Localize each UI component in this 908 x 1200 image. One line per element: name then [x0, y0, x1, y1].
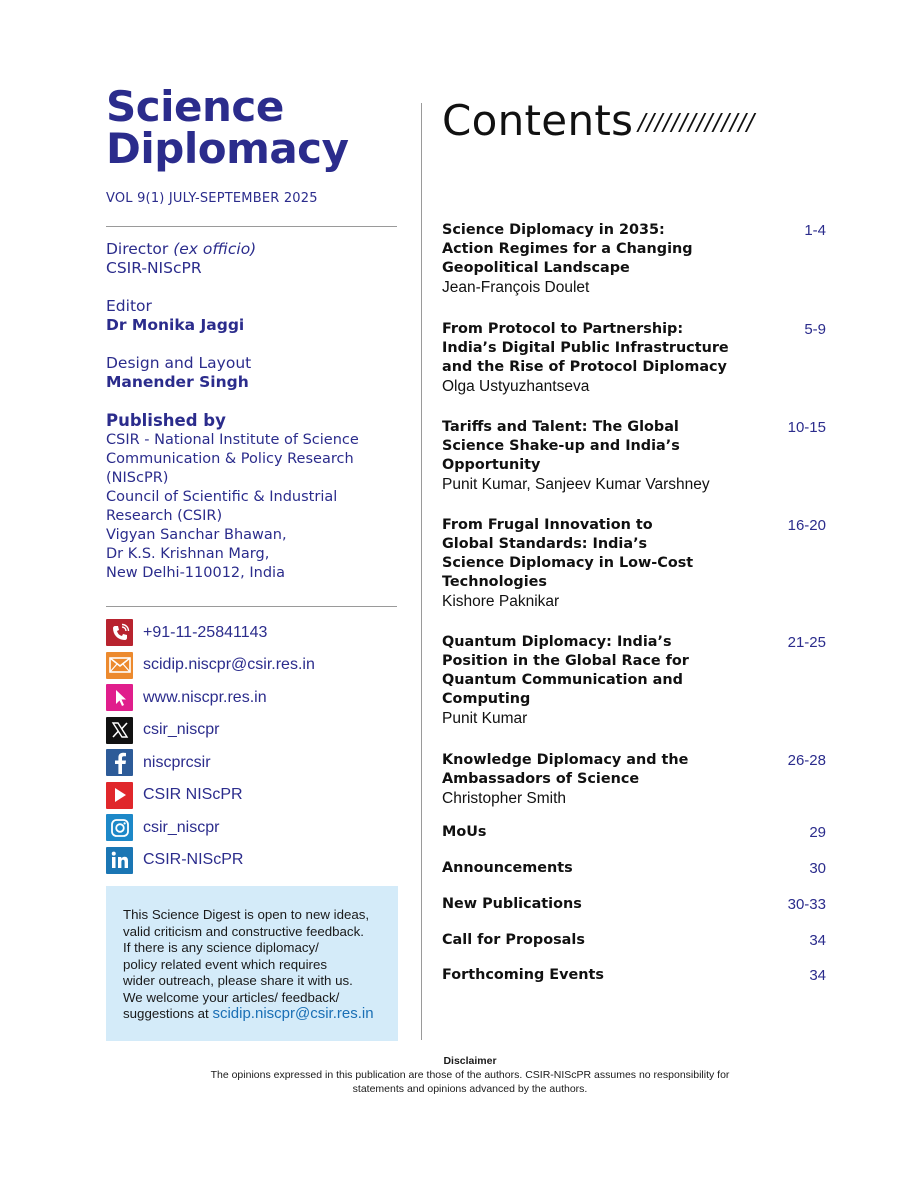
toc-title-line: Position in the Global Race for	[442, 653, 689, 669]
toc-entry[interactable]	[442, 823, 826, 842]
youtube-icon	[106, 782, 133, 809]
toc-author: Punit Kumar, Sanjeev Kumar Varshney	[442, 476, 710, 493]
toc-title-line: Forthcoming Events	[442, 967, 604, 983]
design-block	[106, 354, 398, 392]
contents-heading: Contents	[442, 96, 634, 145]
publisher-line: Communication & Policy Research	[106, 451, 354, 467]
toc-author: Christopher Smith	[442, 790, 567, 807]
phone-number: +91-11-25841143	[143, 623, 268, 641]
toc-title-line: Opportunity	[442, 457, 541, 473]
toc-entry[interactable]	[442, 516, 826, 611]
contact-instagram[interactable]	[106, 814, 398, 841]
volume-info: VOL 9(1) JULY-SEPTEMBER 2025	[106, 191, 318, 206]
publisher-line: CSIR - National Institute of Science	[106, 432, 359, 448]
toc-author: Kishore Paknikar	[442, 593, 560, 610]
toc-title-line: Technologies	[442, 574, 547, 590]
publisher-line: New Delhi-110012, India	[106, 565, 285, 581]
contact-website[interactable]	[106, 684, 398, 711]
toc-title-line: Computing	[442, 691, 531, 707]
note-line: If there is any science diplomacy/	[123, 940, 319, 955]
contact-facebook[interactable]	[106, 749, 398, 776]
note-line: We welcome your articles/ feedback/	[123, 989, 340, 1005]
toc-title-line: Call for Proposals	[442, 932, 585, 948]
cursor-icon	[106, 684, 133, 711]
email-address: scidip.niscpr@csir.res.in	[143, 656, 315, 673]
toc-title-line: Quantum Diplomacy: India’s	[442, 634, 672, 650]
toc-title-line: Tariffs and Talent: The Global	[442, 419, 679, 435]
toc-author: Olga Ustyuzhantseva	[442, 378, 590, 395]
note-email-link[interactable]: scidip.niscpr@csir.res.in	[212, 1005, 374, 1022]
disclaimer	[120, 1054, 820, 1096]
toc-entry[interactable]	[442, 320, 826, 396]
disclaimer-text: The opinions expressed in this publication are those of the authors. CSIR-NIScPR assumes no responsibility for	[210, 1069, 730, 1081]
director-block	[106, 240, 398, 278]
toc-pages: 1-4	[804, 222, 826, 239]
note-line: This Science Digest is open to new ideas,	[123, 907, 370, 922]
toc-title-line: Quantum Communication and	[442, 672, 683, 688]
toc-author: Punit Kumar	[442, 710, 528, 727]
design-label: Design and Layout	[106, 354, 252, 372]
phone-icon	[106, 619, 133, 646]
contact-phone[interactable]	[106, 619, 398, 646]
toc-title-line: and the Rise of Protocol Diplomacy	[442, 359, 727, 375]
published-label: Published by	[106, 411, 226, 430]
design-name: Manender Singh	[106, 373, 249, 391]
contents-decoration: //////////////	[638, 110, 755, 136]
submission-note	[106, 886, 398, 1041]
contact-linkedin[interactable]	[106, 847, 398, 874]
column-divider	[421, 103, 422, 1040]
director-org: CSIR-NIScPR	[106, 259, 202, 277]
website-url: www.niscpr.res.in	[143, 688, 267, 706]
facebook-icon	[106, 749, 133, 776]
director-label: Director	[106, 240, 174, 258]
email-icon	[106, 652, 133, 679]
toc-pages: 30-33	[787, 896, 826, 913]
toc-entry[interactable]	[442, 859, 826, 878]
toc-pages: 29	[809, 824, 826, 841]
toc-title-line: Knowledge Diplomacy and the	[442, 752, 689, 768]
toc-pages: 10-15	[787, 419, 826, 436]
toc-title-line: Announcements	[442, 860, 573, 876]
toc-pages: 34	[809, 932, 826, 949]
publisher-line: Vigyan Sanchar Bhawan,	[106, 527, 287, 543]
toc-title-line: From Protocol to Partnership:	[442, 321, 684, 337]
toc-title-line: From Frugal Innovation to	[442, 517, 653, 533]
toc-entry[interactable]	[442, 966, 826, 985]
publisher-line: (NIScPR)	[106, 470, 169, 486]
toc-title-line: Science Shake-up and India’s	[442, 438, 680, 454]
masthead-title-line2: Diplomacy	[106, 124, 349, 173]
toc-pages: 26-28	[787, 752, 826, 769]
toc-author: Jean-François Doulet	[442, 279, 590, 296]
divider-top	[106, 226, 397, 227]
instagram-icon	[106, 814, 133, 841]
note-line: valid criticism and constructive feedback.	[123, 923, 364, 939]
toc-title-line: Science Diplomacy in 2035:	[442, 222, 665, 238]
publisher-block	[106, 411, 398, 583]
toc-pages: 5-9	[804, 321, 826, 338]
toc-title-line: Global Standards: India’s	[442, 536, 648, 552]
toc-title-line: MoUs	[442, 824, 487, 840]
director-note: (ex officio)	[173, 240, 257, 258]
publisher-line: Research (CSIR)	[106, 508, 223, 524]
note-line: wider outreach, please share it with us.	[123, 973, 353, 988]
toc-entry[interactable]	[442, 751, 826, 808]
toc-title-line: New Publications	[442, 896, 582, 912]
toc-title-line: Ambassadors of Science	[442, 771, 640, 787]
toc-entry[interactable]	[442, 221, 826, 297]
publisher-line: Council of Scientific & Industrial	[106, 489, 338, 505]
toc-entry[interactable]	[442, 418, 826, 494]
linkedin-icon	[106, 847, 133, 874]
credits	[106, 240, 398, 602]
toc-pages: 21-25	[787, 634, 826, 651]
toc-title-line: India’s Digital Public Infrastructure	[442, 340, 729, 356]
toc-entry[interactable]	[442, 633, 826, 728]
contact-email[interactable]	[106, 652, 398, 679]
x-handle: csir_niscpr	[143, 721, 220, 738]
instagram-handle: csir_niscpr	[143, 818, 220, 836]
editor-label: Editor	[106, 297, 152, 315]
publisher-line: Dr K.S. Krishnan Marg,	[106, 546, 270, 562]
toc-title-line: Geopolitical Landscape	[442, 260, 630, 276]
contact-x[interactable]	[106, 717, 398, 744]
x-icon	[106, 717, 133, 744]
note-line: suggestions at	[123, 1006, 213, 1021]
toc-title-line: Action Regimes for a Changing	[442, 241, 693, 257]
youtube-channel: CSIR NIScPR	[143, 786, 243, 803]
editor-block	[106, 297, 398, 335]
masthead-title-line1: Science	[106, 82, 284, 131]
disclaimer-text: statements and opinions advanced by the authors.	[352, 1083, 588, 1095]
toc-pages: 30	[809, 860, 826, 877]
note-line: policy related event which requires	[123, 956, 327, 972]
contact-list	[106, 619, 398, 879]
toc-entry[interactable]	[442, 931, 826, 950]
toc-entry[interactable]	[442, 895, 826, 914]
facebook-handle: niscprcsir	[143, 753, 211, 771]
disclaimer-heading: Disclaimer	[443, 1055, 497, 1067]
linkedin-page: CSIR-NIScPR	[143, 851, 244, 868]
toc-title-line: Science Diplomacy in Low-Cost	[442, 555, 694, 571]
masthead	[106, 82, 396, 173]
toc-pages: 34	[809, 967, 826, 984]
editor-name: Dr Monika Jaggi	[106, 316, 245, 334]
toc-pages: 16-20	[787, 517, 826, 534]
contact-youtube[interactable]	[106, 782, 398, 809]
divider-contacts	[106, 606, 397, 607]
